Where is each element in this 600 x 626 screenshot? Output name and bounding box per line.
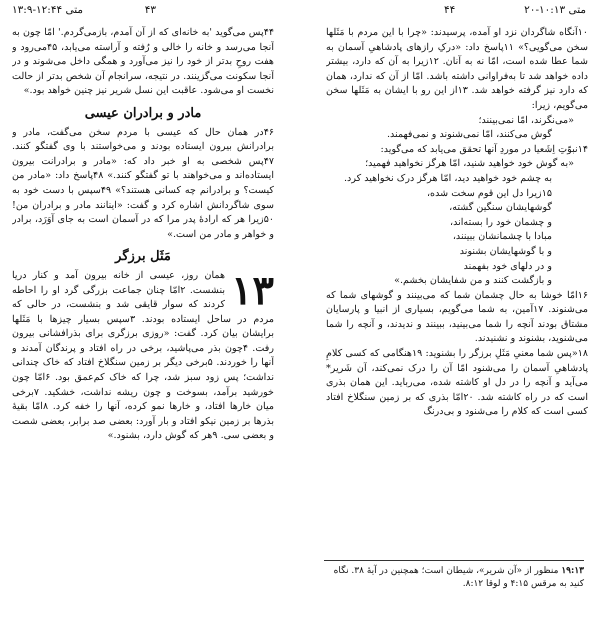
paragraph-chapter-13: همان روز، عیسی از خانه بیرون آمد و کنار دریا بنشست. ۲امّا چنان جماعت بزرگی گرد او را احاطه کردند که سوار قایقی شد و بنشست، در حالی که مردم در ساحل ایستاده بودند. ۳سپس بسیار چیزها با مَثَلها برایشان بیان کرد. گفت: «روزی برزگری برای بذرافشانی بیرون رفت. ۴چون بذر می‌پاشید، برخی در راه افتاد و پرندگان آمدند و آنها را خوردند. ۵برخی دیگر بر زمین سنگلاخ افتاد که خاک چندانی نداشت؛ پس زود سبز شد، چرا که خاک کم‌عمق بود. ۶امّا چون خورشید برآمد، بسوخت و چون ریشه نداشت، خشکید. ۷برخی میان خارها افتاد، و خارها نمو کرده، آنها را خفه کرد. ۸امّا بقیهٔ بذرها بر زمین نیکو افتاد و بار آورد: بعضی صد برابر، بعضی شصت و بعضی سی. ۹هر که گوش دارد، بشنود.» (12, 269, 274, 442)
poem-line: «به گوش خود خواهید شنید، امّا هرگز نخواهید فهمید؛ (365, 158, 574, 170)
right-page-header (326, 4, 586, 20)
chapter-number: ۱۳ (231, 266, 274, 314)
poem-line: و در دلهای خود بفهمند (463, 260, 552, 272)
left-header-page-number: ۴۳ (144, 4, 156, 16)
right-page-text (326, 26, 588, 556)
poem-quote-2 (326, 157, 588, 288)
section-heading-mother-brothers: مادر و برادران عیسی (84, 105, 202, 121)
footnote-divider (324, 560, 584, 561)
left-header-book: متی ۱۲:۴۴-۱۳:۹ (12, 4, 84, 16)
poem-line: گوشهایشان سنگین گشته، (449, 202, 552, 214)
poem-line: و با گوشهایشان بشنوند (459, 245, 552, 257)
poem-line: مبادا با چشمانشان ببینند، (452, 231, 552, 243)
poem-line: به چشم خود خواهید دید، امّا هرگز درک نخواهید کرد. (344, 172, 552, 184)
right-header-page-number: ۴۴ (444, 4, 456, 16)
left-page-text (12, 26, 274, 618)
paragraph-verses-44-45: ۴۴پس می‌گوید 'به خانه‌ای که از آن آمدم، بازمی‌گردم.' امّا چون به آنجا می‌رسد و خانه را خالی و رُفته و آراسته می‌یابد، ۴۵می‌رود و هفت روحِ بدتر از خود را نیز می‌آورد و همگی داخل می‌شوند و در آنجا سکونت می‌گزینند. در نتیجه، سرانجام آن شخص بدتر از حالت نخست او می‌شود. عاقبت این نسل شریر نیز چنین خواهد بود.» (12, 27, 274, 97)
poem-line: و چشمان خود را بسته‌اند، (449, 216, 552, 228)
paragraph-verses-18-20: ۱۸«پس شما معنیِ مَثَلِ برزگر را بشنوید: ۱۹هنگامی که کسی کلامِ پادشاهیِ آسمان را می‌شنود امّا آن را درک نمی‌کند، آن شَریر* می‌آید و آنچه را در دل او کاشته شده، می‌رباید. این همان بذری است که در راه کاشته شد. ۲۰امّا بذری که بر زمین سنگلاخ افتاد کسی است که کلام را می‌شنود و بی‌درنگ (326, 348, 588, 418)
paragraph-verses-16-17: ۱۶امّا خوشا به حال چشمان شما که می‌بینند و گوشهای شما که می‌شنوند. ۱۷آمین، به شما می‌گویم، بسیاری از انبیا و پارسایان مشتاق بودند آنچه را شما می‌بینید، ببینند و ندیدند، و آنچه را شما می‌شنوید، بشنوند و نشنیدند. (326, 289, 588, 345)
poem-line: و بازگشت کنند و من شفایشان بخشم.» (394, 275, 552, 287)
paragraph-verse-14: ۱۴نبوّتِ اِشَعیا در موردِ آنها تحقق می‌یابد که می‌گوید: (380, 143, 588, 155)
section-heading-parable-sower: مَثَل برزگر (115, 249, 171, 265)
poem-line: گوش می‌کنند، امّا نمی‌شنوند و نمی‌فهمند. (386, 129, 552, 141)
footnote (324, 565, 584, 591)
paragraph-verses-46-50: ۴۶در همان حال که عیسی با مردم سخن می‌گفت، مادر و برادرانش بیرون ایستاده بودند و می‌خواستند با وی گفتگو کنند. ۴۷پس شخصی به او خبر داد که: «مادر و برادرانت بیرون ایستاده‌اند و می‌خواهند با تو گفتگو کنند.» ۴۸پاسخ داد: «مادر من کیست؟ و برادرانم چه کسانی هستند؟» ۴۹سپس با دست خود به سوی شاگردانش اشاره کرد و گفت: «اینانند مادر و برادران من! ۵۰زیرا هر که ارادهٔ پدر مرا که در آسمان است به جای آوَرَد، برادر و خواهر و مادر من است.» (12, 126, 274, 240)
footnote-text: منظور از «آن شریر»، شیطان است؛ همچنین در آیهٔ ۳۸. نگاه کنید به مرقس ۴:۱۵ و لوقا ۸:۱۲. (333, 566, 584, 589)
poem-line: ۱۵زیرا دل این قوم سخت شده، (426, 187, 552, 199)
paragraph-verses-10-13: ۱۰آنگاه شاگردان نزد او آمده، پرسیدند: «چرا با این مردم با مَثَلها سخن می‌گویی؟» ۱۱پاسخ داد: «درکِ رازهای پادشاهیِ آسمان به شما عطا شده است، امّا نه به آنان. ۱۲زیرا به آن که دارد، بیشتر داده خواهد شد تا به‌فراوانی داشته باشد. امّا از آن که ندارد، همان که دارد نیز گرفته خواهد شد. ۱۳از این رو با ایشان به مَثَلها سخن می‌گویم، زیرا: (326, 27, 588, 111)
poem-quote-1 (326, 114, 588, 143)
right-header-book: متی ۱۰:۱۳-۲۰ (524, 4, 586, 16)
left-page-header (12, 4, 274, 20)
poem-line: «می‌نگرند، امّا نمی‌بینند؛ (478, 114, 574, 126)
footnote-ref: ۱۹:۱۳ (561, 566, 584, 576)
